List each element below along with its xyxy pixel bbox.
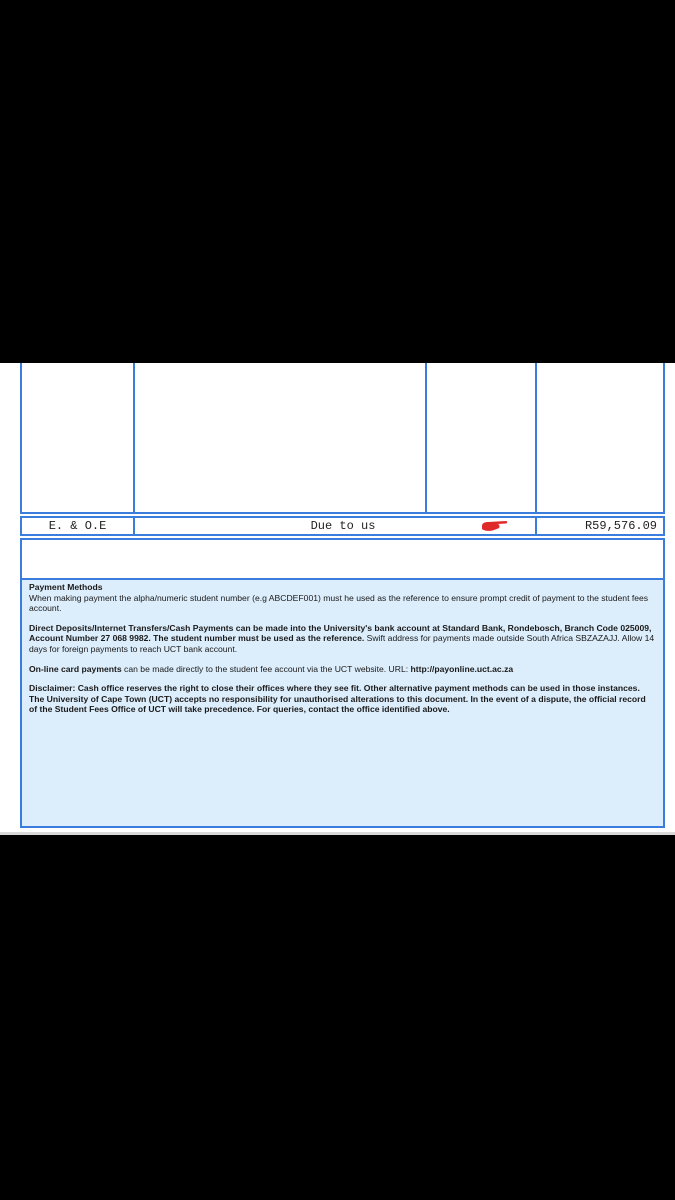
column-2: [133, 363, 427, 514]
total-row: [20, 516, 665, 536]
column-3: [425, 363, 537, 514]
direct-deposit-text: Direct Deposits/Internet Transfers/Cash Payments can be made into the University's bank account at Standard Bank, Rondebosch, Branch Code 025009, Account Number 27 068 9982. The student number must be used as the reference.: [29, 622, 652, 644]
blank-box: [20, 538, 665, 580]
eoe-label: E. & O.E: [20, 516, 135, 536]
page-bottom-edge: [0, 832, 675, 835]
amount-due: R59,576.09: [535, 516, 665, 536]
reference-note: When making payment the alpha/numeric student number (e.g ABCDEF001) must he used as the reference to ensure prompt credit of payment to the student fees account.: [29, 592, 649, 614]
column-1: [20, 363, 135, 514]
due-label: Due to us: [310, 519, 376, 533]
line-items-table: [20, 363, 665, 514]
disclaimer-text: Disclaimer: Cash office reserves the right to close their offices where they see fit. Other alternative payment methods can be used in those instances. The University of Cape Town (UCT) accepts no responsibility for unauthorised alterations to this document. In the event of a dispute, the official record of the Student Fees Office of UCT will take precedence. For queries, contact the office identified above.: [29, 683, 646, 715]
payonline-url[interactable]: http://payonline.uct.ac.za: [410, 663, 514, 674]
pointing-hand-icon: [480, 520, 508, 532]
due-cell: [133, 516, 537, 536]
online-payments-label: On-line card payments: [29, 663, 122, 674]
payment-info-box: [20, 578, 665, 828]
online-payments-text: can be made directly to the student fee account via the UCT website. URL:: [121, 663, 411, 674]
payment-methods-heading: Payment Methods: [29, 582, 103, 592]
column-4: [535, 363, 665, 514]
swift-note: Swift address for payments made outside South Africa SBZAZAJJ. Allow 14 days for foreign payments to reach UCT bank account.: [29, 633, 655, 654]
statement-page: [0, 363, 675, 835]
